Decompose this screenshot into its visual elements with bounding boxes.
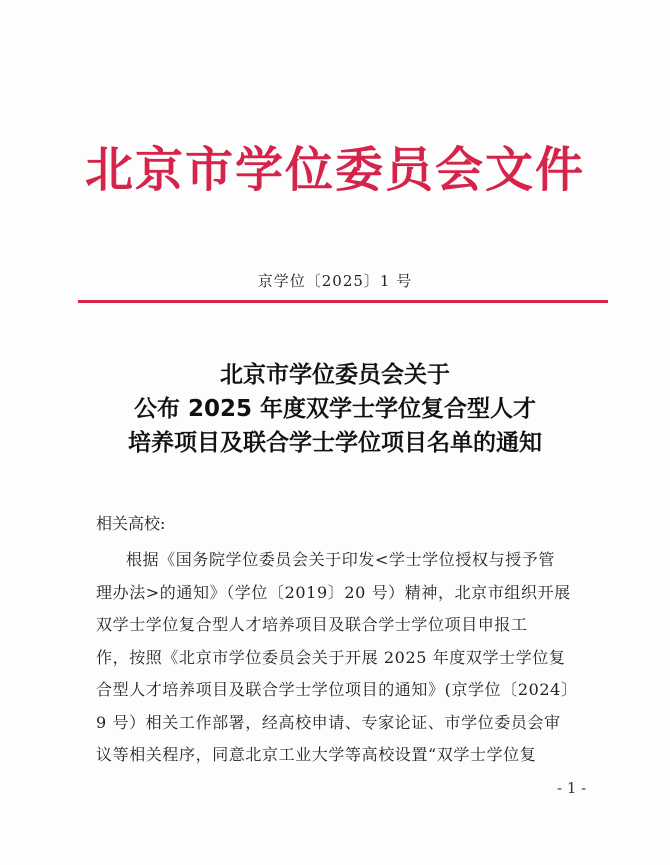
title-line: 北京市学位委员会关于 bbox=[220, 362, 450, 388]
body-line: 理办法>的通知》（学位〔2019〕20 号）精神，北京市组织开展 bbox=[96, 582, 571, 602]
issuer-header: 北京市学位委员会文件 bbox=[84, 142, 585, 198]
body-line: 作，按照《北京市学位委员会关于开展 2025 年度双学士学位复 bbox=[96, 647, 566, 667]
body-line: 根据《国务院学位委员会关于印发<学士学位授权与授予管 bbox=[126, 550, 556, 569]
body-line: 双学士学位复合型人才培养项目及联合学士学位项目申报工 bbox=[96, 615, 528, 634]
body-paragraph bbox=[96, 544, 602, 772]
salutation: 相关高校: bbox=[96, 514, 166, 533]
body-line: 合型人才培养项目及联合学士学位项目的通知》(京学位〔2024〕 bbox=[96, 680, 578, 699]
body-line: 9 号）相关工作部署，经高校申请、专家论证、市学位委员会审 bbox=[96, 712, 561, 732]
page-number: - 1 - bbox=[557, 779, 587, 797]
red-divider bbox=[78, 300, 608, 303]
title-line: 培养项目及联合学士学位项目名单的通知 bbox=[128, 430, 542, 456]
document-number: 京学位〔2025〕1 号 bbox=[257, 272, 413, 290]
title-line: 公布 2025 年度双学士学位复合型人才 bbox=[133, 396, 537, 422]
body-line: 议等相关程序，同意北京工业大学等高校设置“双学士学位复 bbox=[96, 745, 537, 764]
document-title bbox=[0, 358, 670, 460]
